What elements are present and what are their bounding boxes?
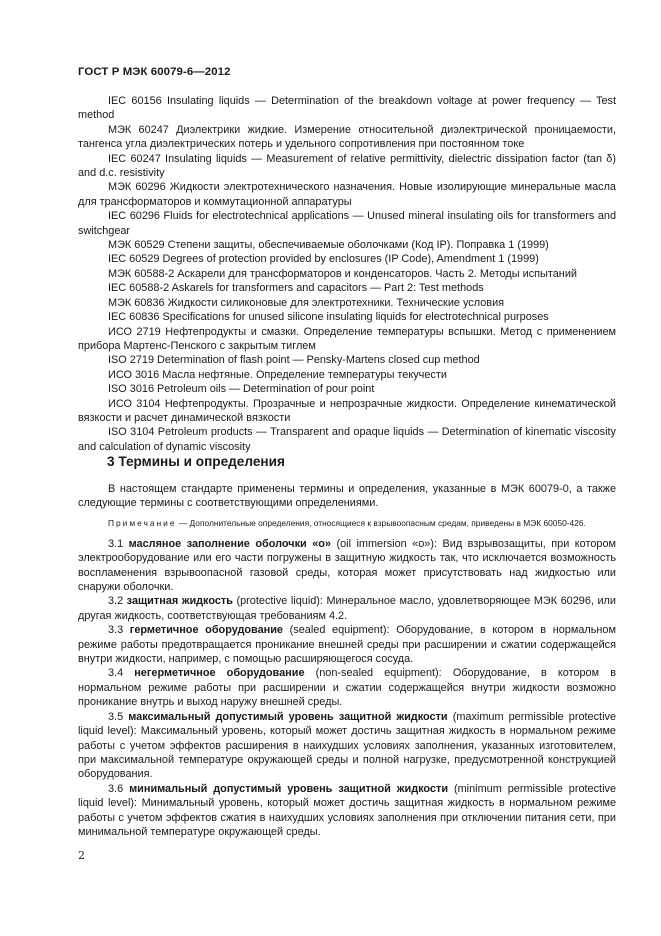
definition — [78, 666, 616, 709]
definition-number: 3.4 — [108, 667, 124, 680]
reference-item: IEC 60836 Specifications for unused silicone insulating liquids for electrotechnical purposes — [108, 311, 549, 324]
section-body — [78, 482, 616, 839]
definition-number: 3.1 — [108, 537, 124, 550]
reference-item: IEC 60588-2 Askarels for transformers and capacitors — Part 2: Test methods — [108, 282, 484, 295]
definition — [78, 594, 616, 623]
definition-term: герметичное оборудование — [129, 624, 283, 637]
document-header: ГОСТ Р МЭК 60079-6—2012 — [78, 66, 231, 78]
definition-english: (minimum permissible protective liquid level): — [78, 782, 616, 810]
reference-item: ISO 3104 Petroleum products — Transparent and opaque liquids — Determination of kinematic viscosity and calculation of dynamic viscosity — [78, 426, 616, 453]
definition-text: Оборудование, в котором в нормальном режиме работы предотвращается проникание внешней среды при расширении и сжатии содержащейся внутри жидкости, например, с помощью расширяющегося сосуда. — [78, 624, 616, 666]
section-intro: В настоящем стандарте применены термины и определения, указанные в МЭК 60079-0, а также следующие термины с соответствующими определениями. — [78, 483, 616, 510]
reference-item: ИСО 3016 Масла нефтяные. Определение температуры текучести — [108, 368, 447, 381]
section-note — [78, 517, 616, 529]
definition-text: Вид взрывозащиты, при котором электрооборудование или его части погружены в защитную жидкость так, что исключается возможность воспламенения взрывоопасной газовой среды, которая может присутствовать над жидкостью или снаружи оболочки. — [78, 537, 616, 594]
reference-item: IEC 60247 Insulating liquids — Measurement of relative permittivity, dielectric dissipation factor (tan δ) and d.c. resistivity — [78, 152, 616, 180]
definition-number: 3.3 — [108, 624, 124, 637]
reference-item: IEC 60529 Degrees of protection provided by enclosures (IP Code), Amendment 1 (1999) — [108, 253, 539, 266]
note-label: Примечание — [108, 517, 177, 528]
reference-item: IEC 60296 Fluids for electrotechnical applications — Unused mineral insulating oils for transformers and switchgear — [78, 210, 616, 237]
definition-english: (oil immersion «o»): — [336, 537, 438, 550]
reference-item: МЭК 60588-2 Аскарели для трансформаторов и конденсаторов. Часть 2. Методы испытаний — [108, 267, 577, 280]
definition-term: масляное заполнение оболочки «о» — [128, 537, 331, 550]
section-title: 3 Термины и определения — [107, 454, 285, 469]
definition-english: (sealed equipment): — [289, 624, 390, 637]
definition — [78, 710, 616, 782]
reference-item: IEC 60156 Insulating liquids — Determination of the breakdown voltage at power frequency — Test method — [78, 95, 616, 122]
definition — [78, 782, 616, 840]
reference-item: МЭК 60836 Жидкости силиконовые для электротехники. Технические условия — [108, 296, 505, 309]
definition-text: Минимальный уровень, который может достичь защитная жидкость в нормальном режиме работы с учетом эффектов сжатия в наихудших условиях заполнения при отключении питания сети, при минимальной температуре окружающей среды. — [78, 797, 617, 838]
definition — [78, 537, 616, 595]
definition-text: Оборудование, в котором в нормальном режиме работы при расширении и сжатии содержащейся внутри жидкости возможно проникание внутрь и выход наружу внешней среды. — [78, 667, 616, 709]
definition-term: негерметичное оборудование — [134, 667, 305, 680]
reference-item: МЭК 60247 Диэлектрики жидкие. Измерение относительной диэлектрической проницаемости, тангенса угла диэлектрических потерь и удельного сопротивления при постоянном токе — [78, 123, 616, 151]
definition-number: 3.2 — [108, 595, 124, 608]
definition-number: 3.5 — [108, 710, 124, 723]
reference-item: МЭК 60296 Жидкости электротехнического назначения. Новые изолирующие минеральные масла для трансформаторов и коммутационной аппаратуры — [78, 181, 616, 208]
normative-references — [78, 94, 616, 454]
definition-english: (protective liquid): — [236, 595, 323, 608]
reference-item: МЭК 60529 Степени защиты, обеспечиваемые оболочками (Код IP). Поправка 1 (1999) — [108, 239, 549, 252]
definition-number: 3.6 — [108, 782, 124, 795]
definition-text: Минеральное масло, удовлетворяющее МЭК 60296, или другая жидкость, соответствующая требованиям 4.2. — [78, 595, 616, 622]
definition — [78, 623, 616, 666]
reference-item: ИСО 2719 Нефтепродукты и смазки. Определение температуры вспышки. Метод с применением прибора Мартенс-Пенского с закрытым тиглем — [78, 325, 616, 352]
definition-english: (non-sealed equipment): — [315, 667, 442, 680]
definition-term: защитная жидкость — [126, 595, 233, 608]
definition-text: Максимальный уровень, который может достичь защитная жидкость в нормальном режиме работы с учетом эффектов расширения в наихудших условиях заполнения, указанных изготовителем, при максимальной температуре окружающей среды и полной нагрузке, предусмотренной конструкцией оборудования. — [78, 725, 616, 781]
note-text: — Дополнительные определения, относящиеся к взрывоопасным средам, приведены в МЭК 60050-426. — [178, 517, 586, 528]
reference-item: ISO 2719 Determination of flash point — Pensky-Martens closed cup method — [108, 354, 480, 367]
reference-item: ISO 3016 Petroleum oils — Determination of pour point — [108, 383, 375, 396]
definition-english: (maximum permissible protective liquid level): — [78, 710, 616, 738]
reference-item: ИСО 3104 Нефтепродукты. Прозрачные и непрозрачные жидкости. Определение кинематической вязкости и расчет динамической вязкости — [78, 397, 616, 424]
page-number: 2 — [78, 849, 85, 862]
definition-term: минимальный допустимый уровень защитной жидкости — [129, 782, 449, 795]
definition-term: максимальный допустимый уровень защитной жидкости — [128, 710, 448, 723]
